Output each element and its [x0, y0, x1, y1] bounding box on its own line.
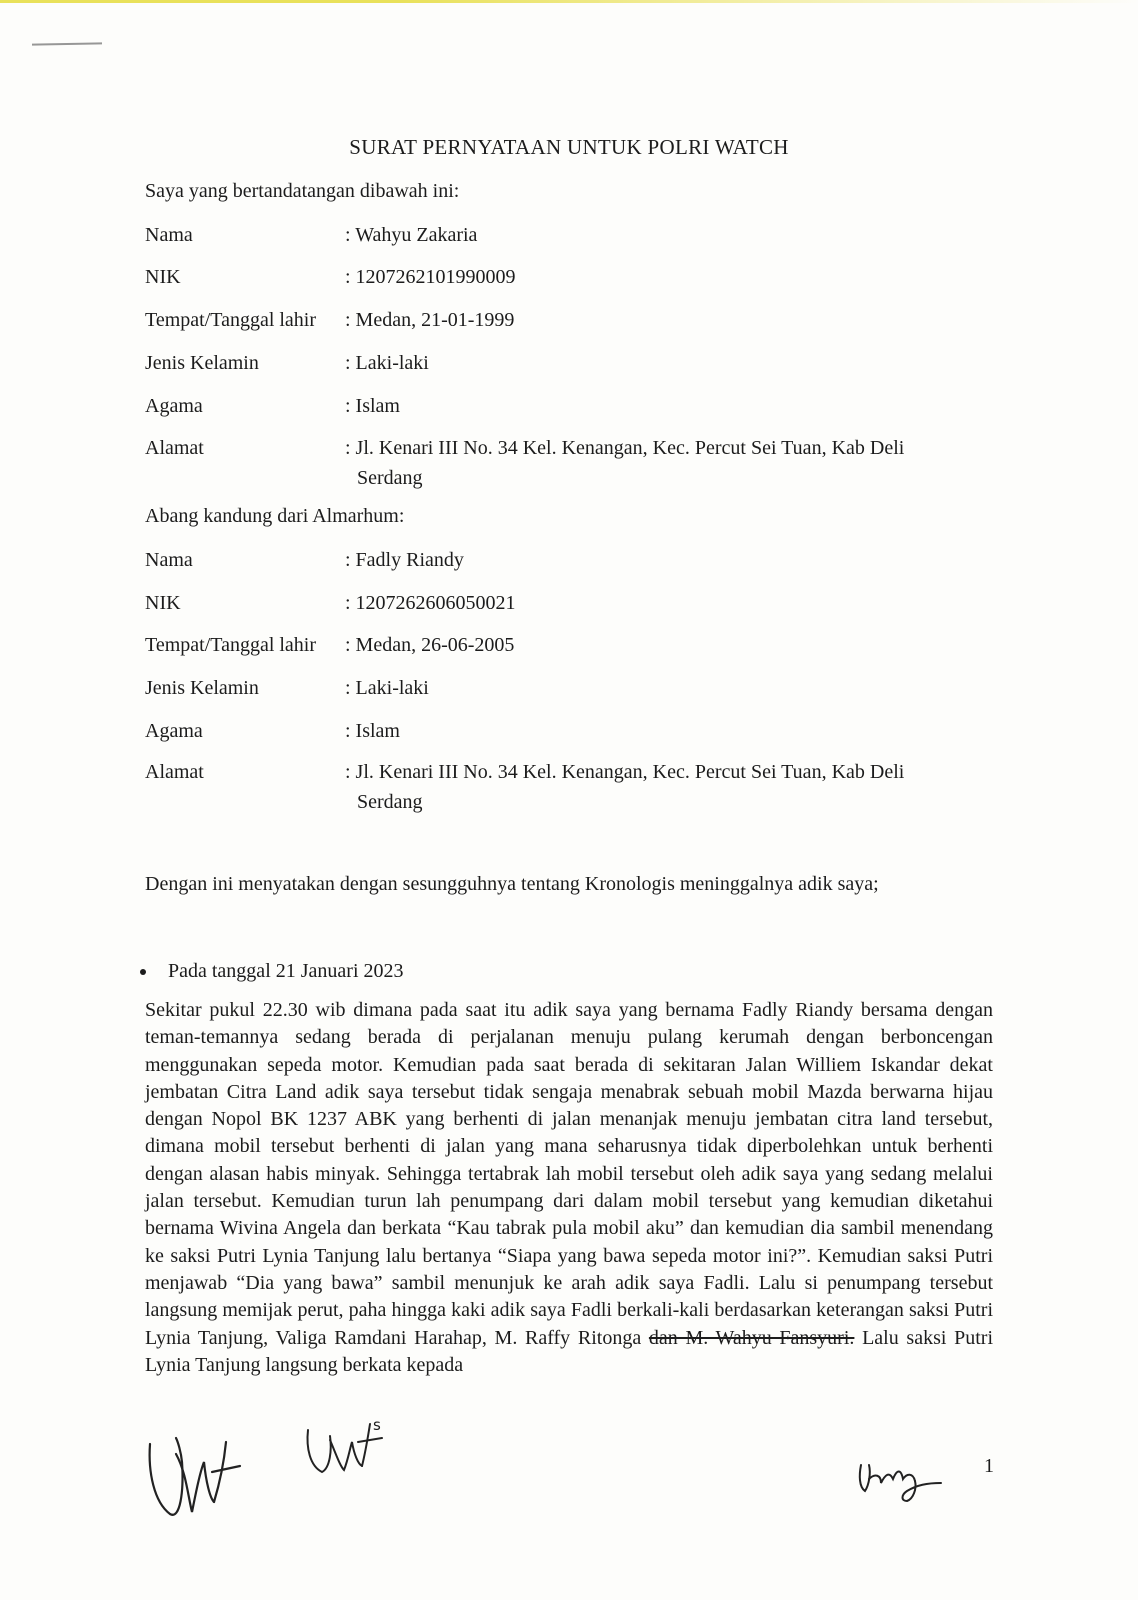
initials-middle: [300, 1416, 400, 1478]
top-edge-highlight: [0, 0, 1138, 3]
struck-through-text: dan M. Wahyu Fansyuri.: [648, 1326, 855, 1349]
bullet-icon: [140, 969, 146, 975]
document-title: SURAT PERNYATAAN UNTUK POLRI WATCH: [349, 135, 789, 159]
field-value: : Laki-laki: [345, 677, 429, 699]
field-value: : Fadly Riandy: [345, 549, 464, 571]
field-label: Jenis Kelamin: [145, 352, 259, 374]
field-value-continuation: Serdang: [357, 791, 423, 813]
intro-line: Saya yang bertandatangan dibawah ini:: [145, 180, 460, 202]
paragraph-tail: Lalu saksi Putri Lynia Tanjung langsung berkata kepada: [145, 1326, 994, 1376]
field-label: Jenis Kelamin: [145, 677, 259, 699]
corner-pencil-mark: [32, 42, 102, 45]
field-label: Tempat/Tanggal lahir: [145, 309, 317, 331]
relation-label: Abang kandung dari Almarhum:: [145, 505, 405, 527]
field-label: Alamat: [145, 761, 204, 783]
field-label: Tempat/Tanggal lahir: [145, 634, 317, 656]
field-value: : Medan, 21-01-1999: [345, 309, 515, 331]
field-value-continuation: Serdang: [357, 467, 423, 489]
chronology-paragraph: [145, 997, 993, 1379]
field-label: Nama: [145, 224, 193, 246]
signature-left: [140, 1432, 250, 1520]
field-value: : Wahyu Zakaria: [345, 224, 478, 246]
field-label: Alamat: [145, 437, 204, 459]
page-number: 1: [984, 1455, 994, 1477]
field-value: : Islam: [345, 720, 400, 742]
field-value: : Jl. Kenari III No. 34 Kel. Kenangan, Kec. Percut Sei Tuan, Kab Deli: [345, 761, 905, 783]
bullet-text: Pada tanggal 21 Januari 2023: [168, 960, 404, 982]
field-label: Agama: [145, 395, 203, 417]
field-value: : 1207262606050021: [345, 592, 516, 614]
paragraph-text: Sekitar pukul 22.30 wib dimana pada saat itu adik saya yang bernama Fadly Riandy bersama dengan teman-temannya sedang berada di perjalanan menuju pulang kerumah dengan berboncengan menggunakan sepeda motor. Kemudian pada saat berada di sekitaran Jalan Williem Iskandar dekat jembatan Citra Land adik saya tersebut tidak sengaja menabrak sebuah mobil Mazda berwarna hijau dengan Nopol BK 1237 ABK yang berhenti di jalan menanjak menuju jembatan citra land tersebut, dimana mobil tersebut berhenti di jalan yang mana seharusnya tidak diperbolehkan untuk berhenti dengan alasan habis minyak. Sehingga tertabrak lah mobil tersebut oleh adik saya yang sedang melalui jalan tersebut. Kemudian turun lah penumpang dari dalam mobil tersebut yang kemudian diketahui bernama Wivina Angela dan berkata “Kau tabrak pula mobil aku” dan kemudian dia sambil menendang ke saksi Putri Lynia Tanjung lalu bertanya “Siapa yang bawa sepeda motor ini?”. Kemudian saksi Putri menjawab “Dia yang bawa” sambil menunjuk ke arah adik saya Fadli. Lalu si penumpang tersebut langsung memijak perut, paha hingga kaki adik saya Fadli berkali-kali berdasarkan keterangan saksi Putri Lynia Tanjung, Valiga Ramdani Harahap, M. Raffy Ritonga: [145, 999, 993, 1349]
field-value: : 1207262101990009: [345, 266, 516, 288]
field-value: : Islam: [345, 395, 400, 417]
field-label: NIK: [145, 592, 181, 614]
bullet-item: [140, 960, 404, 983]
field-label: Agama: [145, 720, 203, 742]
initial-mark-letter: s: [373, 1416, 381, 1434]
field-value: : Jl. Kenari III No. 34 Kel. Kenangan, Kec. Percut Sei Tuan, Kab Deli: [345, 437, 905, 459]
field-label: Nama: [145, 549, 193, 571]
field-label: NIK: [145, 266, 181, 288]
statement-line: Dengan ini menyatakan dengan sesungguhnya tentang Kronologis meninggalnya adik saya;: [145, 873, 879, 895]
signature-right: [855, 1455, 945, 1505]
field-value: : Laki-laki: [345, 352, 429, 374]
field-value: : Medan, 26-06-2005: [345, 634, 515, 656]
